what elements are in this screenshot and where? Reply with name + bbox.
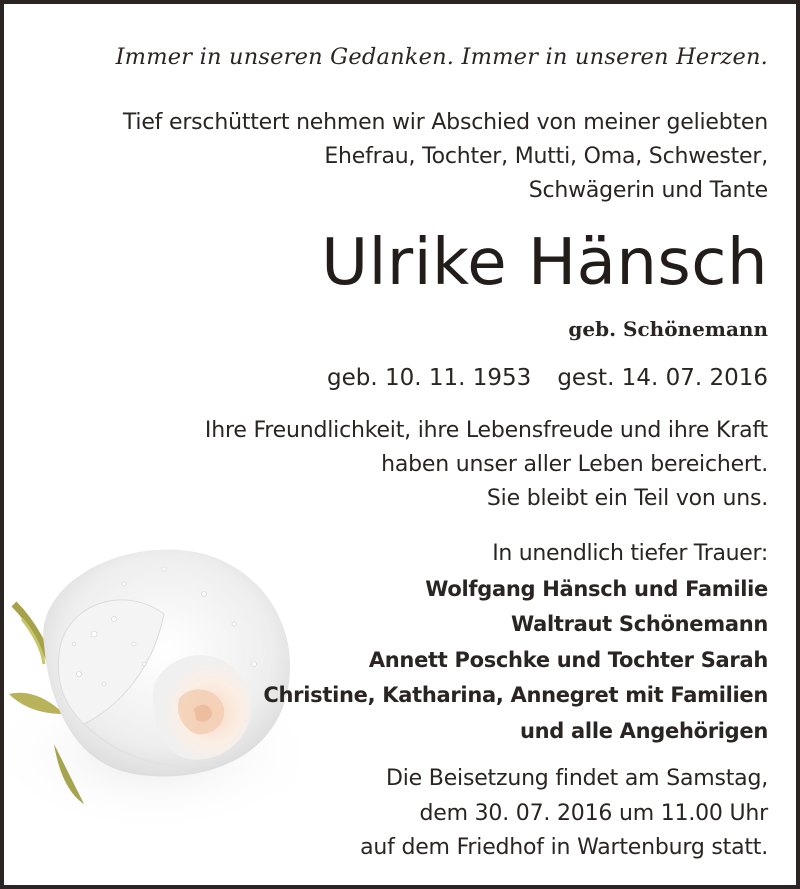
funeral-line: auf dem Friedhof in Wartenburg statt.	[360, 835, 768, 860]
intro-line: Ehefrau, Tochter, Mutti, Oma, Schwester,	[324, 144, 768, 169]
intro-line: Tief erschüttert nehmen wir Abschied von meiner geliebten	[122, 110, 768, 135]
funeral-line: Die Beisetzung findet am Samstag,	[386, 766, 768, 791]
mourner-name: Christine, Katharina, Annegret mit Familien	[263, 683, 768, 707]
tribute-line: Ihre Freundlichkeit, ihre Lebensfreude und ihre Kraft	[204, 418, 768, 443]
intro-text	[123, 106, 768, 208]
life-dates	[327, 365, 768, 391]
funeral-line: dem 30. 07. 2016 um 11.00 Uhr	[419, 800, 768, 826]
mourners-lead: In unendlich tiefer Trauer:	[492, 541, 768, 566]
deceased-name: Ulrike Hänsch	[321, 226, 768, 300]
tribute-text	[205, 414, 768, 516]
mourner-name: und alle Angehörigen	[520, 718, 768, 743]
mourner-name: Waltraut Schönemann	[510, 612, 768, 636]
mourner-name: Wolfgang Hänsch und Familie	[425, 576, 768, 601]
mourners-list	[263, 536, 768, 749]
maiden-name: geb. Schönemann	[568, 317, 768, 341]
tribute-line: Sie bleibt ein Teil von uns.	[486, 486, 768, 511]
motto: Immer in unseren Gedanken. Immer in unseren Herzen.	[115, 44, 768, 70]
tribute-line: haben unser aller Leben bereichert.	[381, 452, 768, 477]
intro-line: Schwägerin und Tante	[528, 178, 768, 203]
birth-date: geb. 10. 11. 1953	[327, 365, 532, 391]
funeral-details	[360, 762, 768, 866]
mourner-name: Annett Poschke und Tochter Sarah	[368, 647, 768, 672]
death-date: gest. 14. 07. 2016	[557, 365, 768, 391]
